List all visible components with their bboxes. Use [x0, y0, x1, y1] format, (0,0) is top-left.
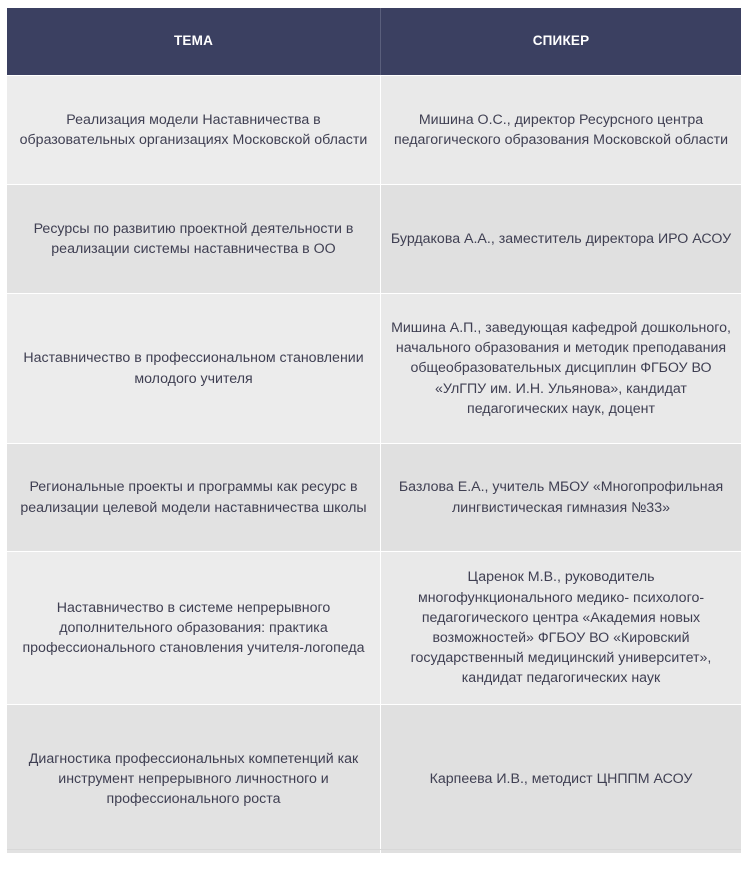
topic-cell: Наставничество в профессиональном становлении молодого учителя [7, 294, 380, 443]
speaker-cell: Бурдакова А.А., заместитель директора ИРО АСОУ [380, 185, 741, 293]
column-header-speaker: СПИКЕР [380, 8, 741, 75]
speaker-cell: Мишина А.П., заведующая кафедрой дошкольного, начального образования и методик преподавания общеобразовательных дисциплин ФГБОУ ВО «УлГПУ им. И.Н. Ульянова», кандидат педагогических наук, доцент [380, 294, 741, 443]
topic-cell: Ресурсы по развитию проектной деятельности в реализации системы наставничества в ОО [7, 185, 380, 293]
schedule-table [7, 8, 741, 853]
topic-cell: Региональные проекты и программы как ресурс в реализации целевой модели наставничества школы [7, 444, 380, 551]
topic-cell: Диагностика профессиональных компетенций как инструмент непрерывного личностного и профессионального роста [7, 705, 380, 853]
table-row [7, 551, 741, 704]
table-row [7, 704, 741, 853]
table-row [7, 184, 741, 293]
speaker-cell: Базлова Е.А., учитель МБОУ «Многопрофильная лингвистическая гимназия №33» [380, 444, 741, 551]
speaker-cell: Царенок М.В., руководитель многофункционального медико- психолого-педагогического центра «Академия новых возможностей» ФГБОУ ВО «Кировский государственный медицинский университет», кандидат педагогических наук [380, 552, 741, 704]
table-row [7, 443, 741, 551]
table-row [7, 75, 741, 184]
column-header-topic: ТЕМА [7, 8, 380, 75]
topic-cell: Наставничество в системе непрерывного дополнительного образования: практика профессионального становления учителя-логопеда [7, 552, 380, 704]
topic-cell: Реализация модели Наставничества в образовательных организациях Московской области [7, 76, 380, 184]
speaker-cell: Карпеева И.В., методист ЦНППМ АСОУ [380, 705, 741, 853]
table-row [7, 293, 741, 443]
speaker-cell: Мишина О.С., директор Ресурсного центра педагогического образования Московской области [380, 76, 741, 184]
table-header [7, 8, 741, 75]
table-bottom-divider [7, 849, 741, 850]
